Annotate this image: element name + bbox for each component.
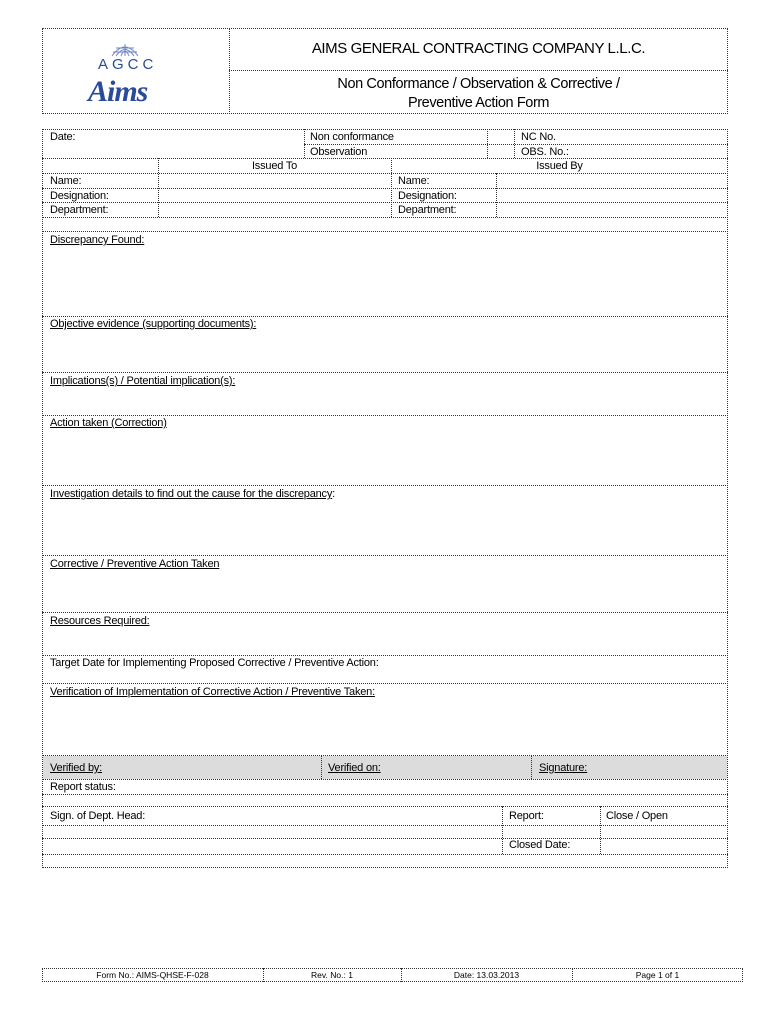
observation-label: Observation: [310, 146, 368, 158]
verification-label: Verification of Implementation of Corrective Action / Preventive Taken:: [50, 686, 375, 698]
investigation-details-text: Investigation details to find out the cause for the discrepancy: [50, 488, 333, 500]
obs-no-label: OBS. No.:: [521, 146, 569, 158]
issued-to-name-label: Name:: [50, 175, 82, 187]
objective-evidence-label: Objective evidence (supporting documents):: [50, 318, 257, 330]
footer-page-cell: [572, 968, 743, 982]
corrective-preventive-label: Corrective / Preventive Action Taken: [50, 558, 220, 570]
signature-label: Signature:: [539, 762, 588, 774]
nonconformance-label: Non conformance: [310, 131, 394, 143]
action-taken-label: Action taken (Correction): [50, 417, 167, 429]
issued-by-department-label: Department:: [398, 204, 457, 216]
nc-no-label: NC No.: [521, 131, 556, 143]
investigation-details-colon: :: [332, 488, 335, 500]
report-label: Report:: [509, 810, 544, 822]
footer-date: Date: 13.03.2013: [453, 970, 520, 980]
issued-by-designation-label: Designation:: [398, 190, 457, 202]
verified-by-label: Verified by:: [50, 762, 103, 774]
logo-aims-text: Aims: [88, 75, 148, 108]
form-title-line2: Preventive Action Form: [407, 95, 550, 111]
closed-date-label: Closed Date:: [509, 839, 571, 851]
verified-on-label: Verified on:: [328, 762, 381, 774]
issued-by-label: Issued By: [536, 160, 583, 172]
logo-agcc-text: AGCC: [98, 56, 158, 73]
resources-required-label: Resources Required:: [50, 615, 150, 627]
observation-checkbox[interactable]: [488, 145, 513, 157]
issued-to-department-label: Department:: [50, 204, 109, 216]
discrepancy-found-label: Discrepancy Found:: [50, 234, 145, 246]
footer-rev-cell: [263, 968, 401, 982]
footer-date-cell: [401, 968, 572, 982]
issued-by-name-label: Name:: [398, 175, 430, 187]
nonconformance-checkbox[interactable]: [488, 130, 513, 143]
investigation-details-label: [50, 488, 335, 500]
form-title-line1: Non Conformance / Observation & Corrective /: [337, 76, 620, 92]
footer-rev-no: Rev. No.: 1: [311, 970, 353, 980]
target-date-label: Target Date for Implementing Proposed Corrective / Preventive Action:: [50, 657, 379, 669]
issued-to-designation-label: Designation:: [50, 190, 109, 202]
implications-label: Implications(s) / Potential implication(s):: [50, 375, 236, 387]
footer-form-no: Form No.: AIMS-QHSE-F-028: [96, 970, 209, 980]
sign-dept-head-label: Sign. of Dept. Head:: [50, 810, 146, 822]
footer-page: Page 1 of 1: [635, 970, 680, 980]
footer-form-no-cell: [42, 968, 263, 982]
date-label: Date:: [50, 131, 76, 143]
report-status-label: Report status:: [50, 781, 116, 793]
company-name: AIMS GENERAL CONTRACTING COMPANY L.L.C.: [311, 40, 646, 57]
issued-to-label: Issued To: [251, 160, 298, 172]
company-logo: [70, 40, 180, 110]
close-open-label[interactable]: Close / Open: [606, 810, 668, 822]
verified-row: [43, 756, 727, 779]
